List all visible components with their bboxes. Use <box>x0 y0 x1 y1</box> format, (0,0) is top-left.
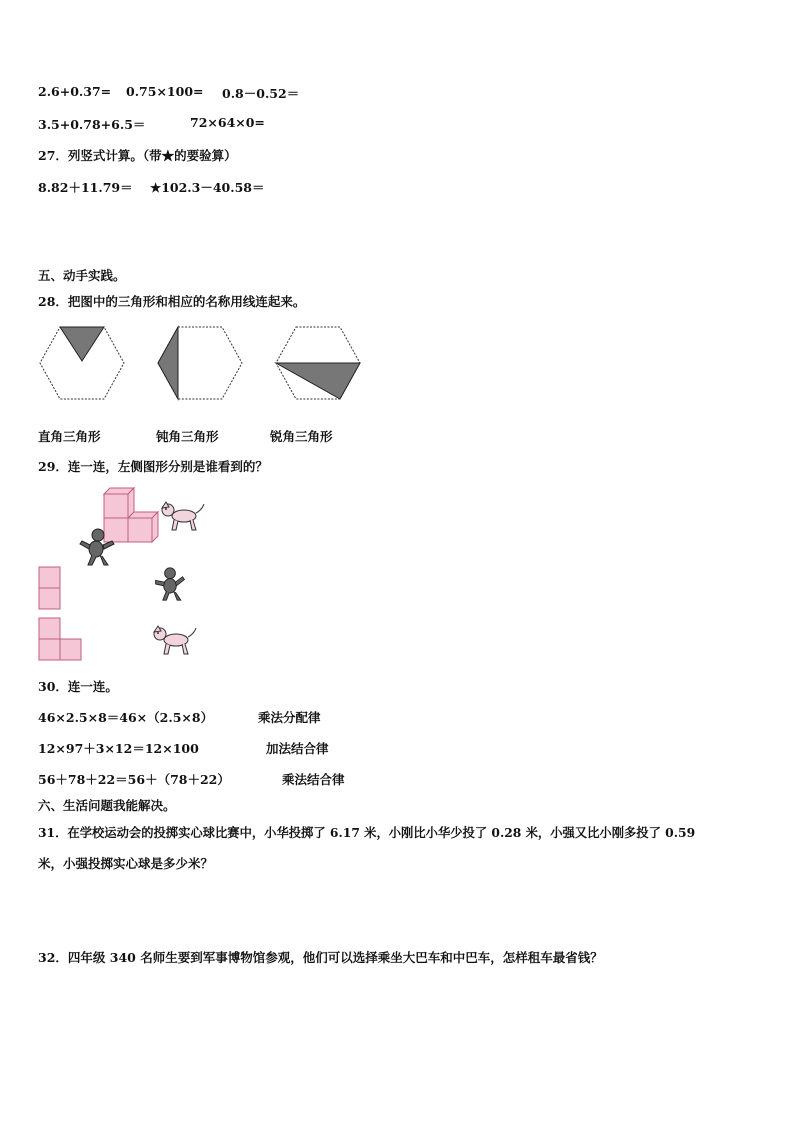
expr-8-82-plus-11-79: 8.82＋11.79＝ <box>38 180 133 195</box>
hexagon-obtuse-triangle-figure <box>156 325 244 401</box>
law-addition-associative: 加法结合律 <box>266 741 329 756</box>
expr-12-97-3-12: 12×97＋3×12＝12×100 <box>38 741 199 756</box>
question-31-line-1: 31．在学校运动会的投掷实心球比赛中，小华投掷了 6.17 米，小刚比小华少投了 0.28 米，小强又比小刚多投了 0.59 <box>38 825 696 840</box>
side-view-figure <box>38 617 84 661</box>
law-multiplication-distributive: 乘法分配律 <box>258 710 321 725</box>
section-6-title: 六、生活问题我能解决。 <box>38 798 176 813</box>
question-32: 32．四年级 340 名师生要到军事博物馆参观，他们可以选择乘坐大巴车和中巴车，怎样租车最省钱？ <box>38 950 603 965</box>
question-30: 30．连一连。 <box>38 679 118 694</box>
expr-46-25-8: 46×2.5×8＝46×（2.5×8） <box>38 710 214 725</box>
expr-0-75-times-100: 0.75×100= <box>126 84 204 99</box>
law-multiplication-associative: 乘法结合律 <box>282 772 345 787</box>
hexagon-acute-triangle-figure <box>274 325 362 401</box>
front-view-figure <box>38 566 62 610</box>
question-28: 28．把图中的三角形和相应的名称用线连起来。 <box>38 294 306 309</box>
question-29: 29．连一连，左侧图形分别是谁看到的？ <box>38 459 268 474</box>
expr-2-6-plus-0-37: 2.6+0.37= <box>38 84 112 99</box>
label-right-triangle: 直角三角形 <box>38 429 101 444</box>
expr-56-78-22: 56＋78＋22＝56＋（78＋22） <box>38 772 230 787</box>
question-27: 27．列竖式计算。（带★的要验算） <box>38 148 237 163</box>
expr-72-64-0: 72×64×0= <box>190 115 265 130</box>
section-5-title: 五、动手实践。 <box>38 268 126 283</box>
expr-0-8-minus-0-52: 0.8－0.52＝ <box>222 86 300 101</box>
hexagon-right-triangle-figure <box>38 325 126 401</box>
dog-icon <box>152 624 200 658</box>
question-31-line-2: 米，小强投掷实心球是多少米？ <box>38 856 214 871</box>
expr-star-102-3: ★102.3－40.58＝ <box>150 180 265 195</box>
label-obtuse-triangle: 钝角三角形 <box>156 429 219 444</box>
monkey-icon <box>78 527 118 567</box>
dog-icon <box>160 500 208 534</box>
monkey-icon <box>152 565 188 603</box>
expr-sum-3-5: 3.5+0.78+6.5＝ <box>38 117 146 132</box>
label-acute-triangle: 锐角三角形 <box>270 429 333 444</box>
